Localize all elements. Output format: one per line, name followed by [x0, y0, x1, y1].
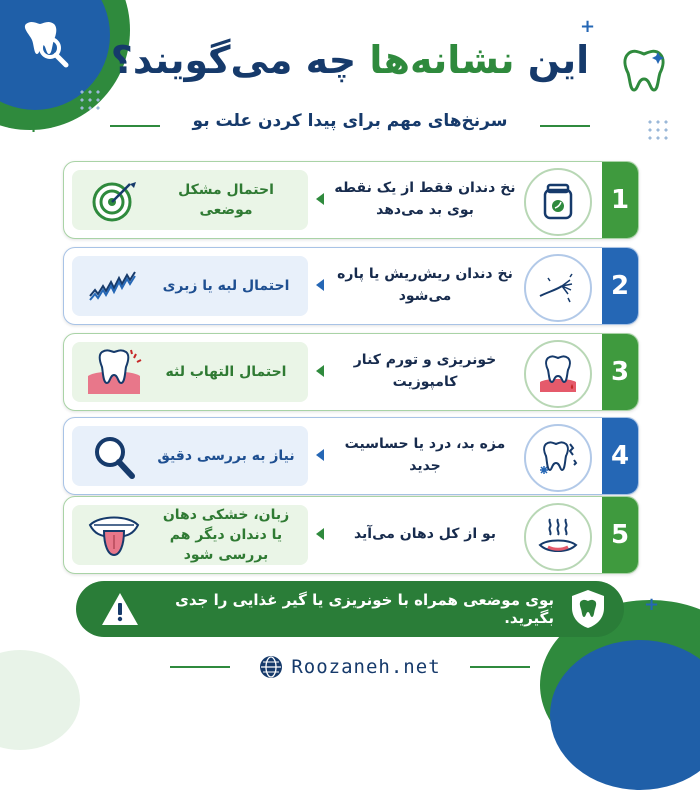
page-title	[100, 38, 600, 84]
subtitle-divider	[540, 125, 590, 127]
tag-label: نیاز به بررسی دقیق	[157, 447, 295, 464]
mouth-odor-icon	[524, 503, 592, 571]
pointer-arrow-icon	[316, 279, 324, 291]
sign-row-1	[63, 161, 639, 239]
footer	[240, 652, 460, 682]
warning-banner	[76, 581, 624, 637]
shield-tooth-icon	[566, 587, 610, 631]
title-part: این	[514, 38, 590, 82]
title-part: چه می‌گویند؟	[110, 38, 370, 82]
row-number: 1	[602, 162, 638, 238]
interpretation-tag	[72, 256, 308, 316]
inflamed-tooth-icon	[86, 348, 142, 396]
pointer-arrow-icon	[316, 193, 324, 205]
tag-label: احتمال لبه یا زبری	[162, 277, 290, 294]
row-number: 5	[602, 497, 638, 573]
globe-icon	[259, 655, 283, 679]
sign-description: خونریزی و تورم کنار کامپوزیت	[353, 352, 497, 390]
banner-text: بوی موضعی همراه با خونریزی یا گیر غذایی را جدی بگیرید.	[175, 591, 554, 627]
plus-decoration: +	[644, 594, 660, 615]
tag-label: احتمال مشکل موضعی	[178, 181, 274, 218]
pointer-arrow-icon	[316, 449, 324, 461]
sign-row-2	[63, 247, 639, 325]
sign-description: مزه بد، درد یا حساسیت جدید	[344, 436, 506, 474]
interpretation-tag	[72, 426, 308, 486]
dot-pattern	[78, 88, 104, 114]
warning-icon	[100, 590, 140, 628]
bleeding-gum-icon	[524, 340, 592, 408]
interpretation-tag	[72, 342, 308, 402]
footer-divider	[170, 666, 230, 668]
tongue-icon	[86, 511, 142, 559]
floss-container-icon	[524, 168, 592, 236]
target-icon	[86, 176, 142, 224]
row-number: 2	[602, 248, 638, 324]
sign-description: نخ دندان فقط از یک نقطه بوی بد می‌دهد	[334, 180, 516, 218]
subtitle: سرنخ‌های مهم برای پیدا کردن علت بو	[192, 111, 508, 131]
interpretation-tag	[72, 505, 308, 565]
plus-decoration: +	[580, 16, 596, 37]
sign-description: نخ دندان ریش‌ریش یا پاره می‌شود	[337, 266, 513, 304]
footer-divider	[470, 666, 530, 668]
plus-decoration: +	[26, 116, 42, 137]
row-number: 3	[602, 334, 638, 410]
sign-description: بو از کل دهان می‌آید	[353, 526, 497, 543]
magnifier-icon	[86, 432, 142, 480]
pointer-arrow-icon	[316, 528, 324, 540]
frayed-floss-icon	[524, 254, 592, 322]
rough-edge-icon	[86, 262, 142, 310]
corner-decoration	[0, 650, 80, 750]
pointer-arrow-icon	[316, 365, 324, 377]
sign-row-5	[63, 496, 639, 574]
sparkle-tooth-icon	[618, 42, 674, 98]
title-highlight: نشانه‌ها	[369, 38, 515, 82]
dot-pattern	[646, 118, 672, 144]
tag-label: زبان، خشکی دهان یا دندان دیگر هم بررسی شود	[162, 506, 290, 564]
tooth-search-logo-icon	[10, 10, 74, 74]
sign-row-4	[63, 417, 639, 495]
tag-label: احتمال التهاب لثه	[165, 363, 287, 380]
sign-row-3	[63, 333, 639, 411]
interpretation-tag	[72, 170, 308, 230]
row-number: 4	[602, 418, 638, 494]
website-link[interactable]: Roozaneh.net	[291, 656, 441, 678]
sensitive-tooth-icon	[524, 424, 592, 492]
